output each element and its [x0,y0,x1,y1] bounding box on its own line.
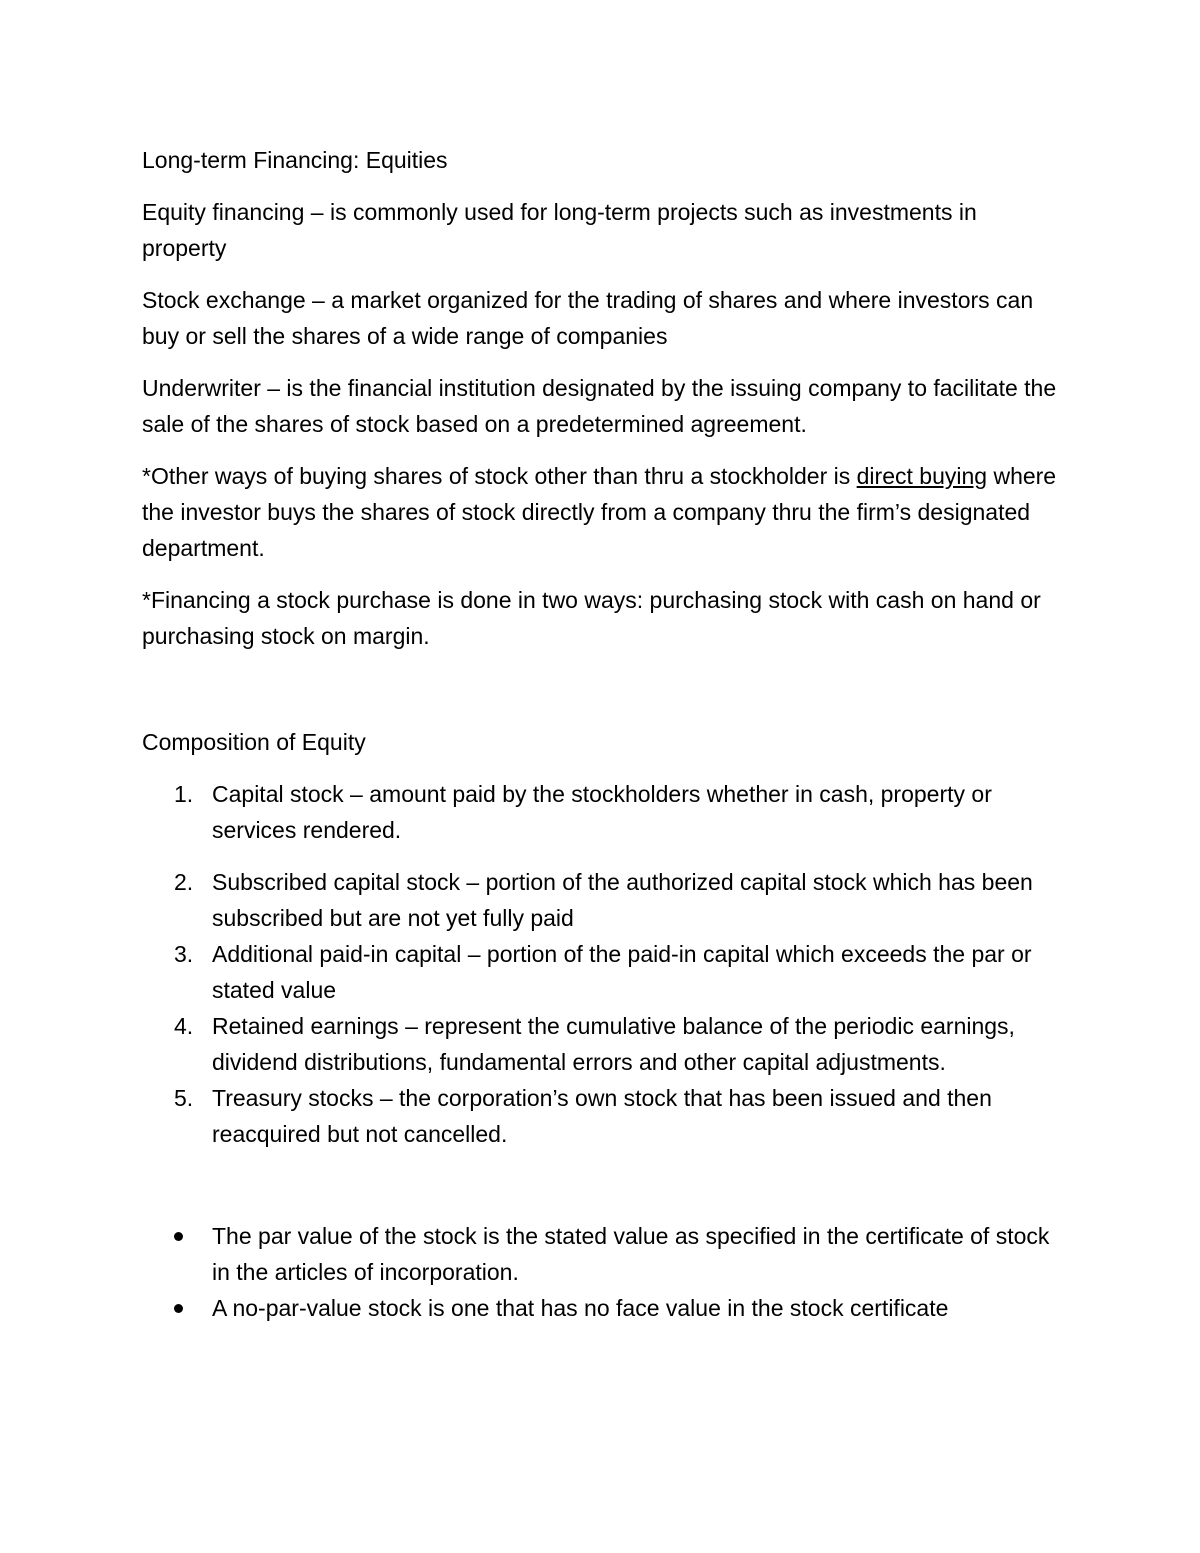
definition-equity-financing: Equity financing – is commonly used for long-term projects such as investments in property [142,199,977,261]
list-item-number: 5. [174,1085,194,1111]
direct-buying-term: direct buying [856,463,988,489]
composition-list [142,776,1062,1152]
list-item-number: 3. [174,941,194,967]
list-item-text: Subscribed capital stock – portion of the authorized capital stock which has been subscribed but are not yet fully paid [212,869,1033,931]
list-item-text: Additional paid-in capital – portion of the paid-in capital which exceeds the par or stated value [212,941,1032,1003]
bullet-dot-icon [174,1304,183,1313]
definition-underwriter: Underwriter – is the financial institution designated by the issuing company to facilitate the sale of the shares of stock based on a predetermined agreement. [142,375,1057,437]
definition-stock-exchange: Stock exchange – a market organized for the trading of shares and where investors can buy or sell the shares of a wide range of companies [142,287,1034,349]
list-item [142,864,1062,936]
list-item-text: Treasury stocks – the corporation’s own stock that has been issued and then reacquired but not cancelled. [212,1085,992,1147]
bullet-item-text: The par value of the stock is the stated value as specified in the certificate of stock in the articles of incorporation. [212,1223,1050,1285]
composition-heading: Composition of Equity [142,729,366,755]
list-item-number: 2. [174,869,194,895]
list-item [142,1080,1062,1152]
note-direct-buying [142,458,1062,566]
document-title: Long-term Financing: Equities [142,147,448,173]
note-direct-buying-after: where the investor buys the shares of stock directly from a company thru the firm’s designated department. [142,463,1057,561]
bullet-item-text: A no-par-value stock is one that has no face value in the stock certificate [212,1295,949,1321]
list-item [142,1008,1062,1080]
list-item [142,776,1062,848]
list-item [142,936,1062,1008]
bullet-item [142,1218,1062,1290]
bullet-item [142,1290,1062,1326]
list-item-text: Retained earnings – represent the cumulative balance of the periodic earnings, dividend distributions, fundamental errors and other capital adjustments. [212,1013,1015,1075]
note-direct-buying-before: *Other ways of buying shares of stock other than thru a stockholder is [142,463,857,489]
note-financing-stock-purchase: *Financing a stock purchase is done in two ways: purchasing stock with cash on hand or purchasing stock on margin. [142,587,1041,649]
bullet-dot-icon [174,1232,183,1241]
bullet-list [142,1218,1062,1326]
list-item-number: 1. [174,781,194,807]
document-body [142,142,1062,1326]
list-item-number: 4. [174,1013,194,1039]
list-item-text: Capital stock – amount paid by the stockholders whether in cash, property or services rendered. [212,781,992,843]
